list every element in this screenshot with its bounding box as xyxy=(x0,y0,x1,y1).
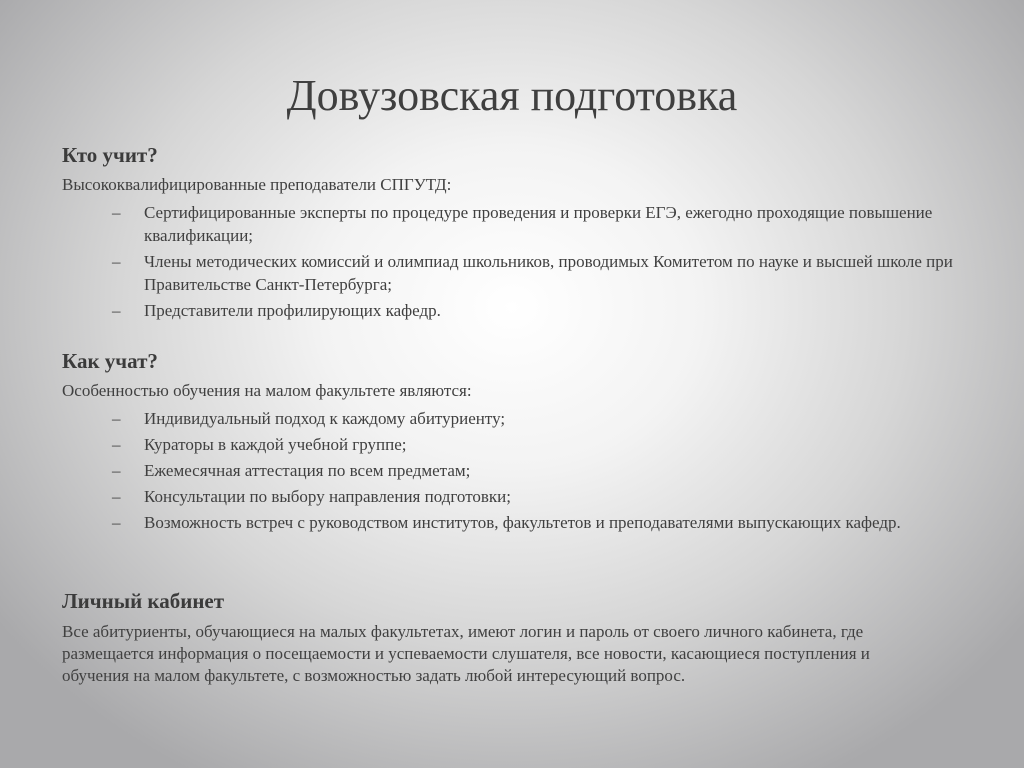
list-item xyxy=(62,459,962,482)
slide-title: Довузовская подготовка xyxy=(286,71,738,120)
list-item xyxy=(62,511,962,534)
list-item-text: Кураторы в каждой учебной группе; xyxy=(144,435,407,454)
section-body: Все абитуриенты, обучающиеся на малых факультетах, имеют логин и пароль от своего личного кабинета, где размещается информация о посещаемости и успеваемости слушателя, все новости, касающиеся поступления и обучения на малом факультете, с возможностью задать любой интересующий вопрос. xyxy=(62,622,870,685)
bullet-dash: – xyxy=(112,487,121,506)
section-intro: Высококвалифицированные преподаватели СПГУТД: xyxy=(62,175,452,194)
section-heading: Личный кабинет xyxy=(62,589,225,613)
list-item xyxy=(62,201,962,247)
list-item xyxy=(62,407,962,430)
section-who-teaches xyxy=(62,142,962,325)
list-item xyxy=(62,250,962,296)
list-item-text: Возможность встреч с руководством институтов, факультетов и преподавателями выпускающих кафедр. xyxy=(144,513,901,532)
section-personal-account xyxy=(62,588,962,687)
section-how-teach xyxy=(62,348,962,537)
bullet-dash: – xyxy=(112,252,121,271)
list-item xyxy=(62,433,962,456)
list-item xyxy=(62,485,962,508)
bullet-list xyxy=(62,407,962,534)
list-item xyxy=(62,299,962,322)
bullet-dash: – xyxy=(112,461,121,480)
section-intro: Особенностью обучения на малом факультете являются: xyxy=(62,381,472,400)
list-item-text: Индивидуальный подход к каждому абитуриенту; xyxy=(144,409,506,428)
bullet-list xyxy=(62,201,962,322)
list-item-text: Ежемесячная аттестация по всем предметам; xyxy=(144,461,471,480)
list-item-text: Консультации по выбору направления подготовки; xyxy=(144,487,512,506)
bullet-dash: – xyxy=(112,513,121,532)
bullet-dash: – xyxy=(112,409,121,428)
bullet-dash: – xyxy=(112,301,121,320)
list-item-text: Сертифицированные эксперты по процедуре проведения и проверки ЕГЭ, ежегодно проходящие повышение квалификации; xyxy=(144,203,933,245)
list-item-text: Представители профилирующих кафедр. xyxy=(144,301,441,320)
bullet-dash: – xyxy=(112,203,121,222)
bullet-dash: – xyxy=(112,435,121,454)
section-heading: Как учат? xyxy=(62,349,158,373)
list-item-text: Члены методических комиссий и олимпиад школьников, проводимых Комитетом по науке и высшей школе при Правительстве Санкт-Петербурга; xyxy=(144,252,953,294)
section-heading: Кто учит? xyxy=(62,143,158,167)
